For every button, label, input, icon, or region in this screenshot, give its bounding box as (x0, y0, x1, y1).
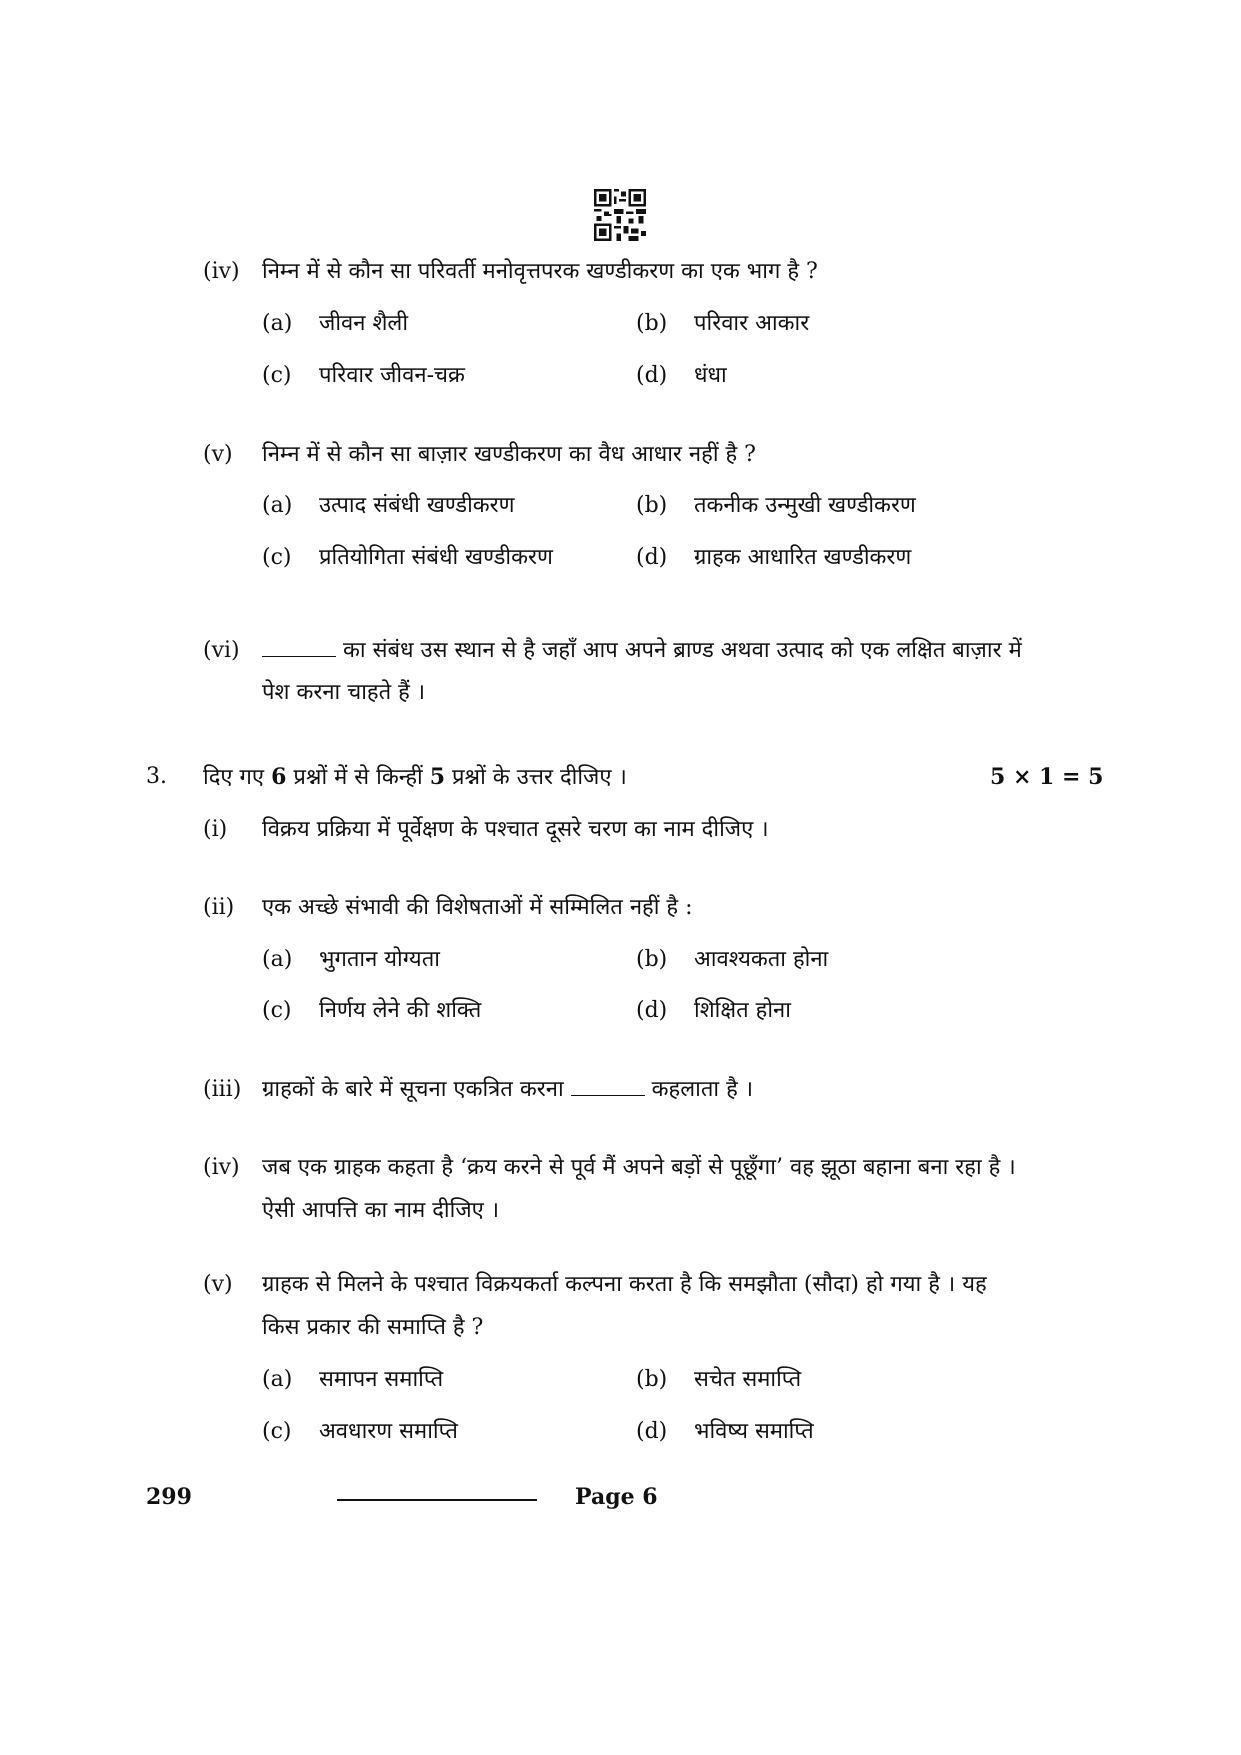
option-label: (c) (262, 1419, 292, 1444)
option-text: प्रतियोगिता संबंधी खण्डीकरण (319, 545, 553, 570)
option-text: ग्राहक आधारित खण्डीकरण (694, 545, 912, 570)
question-text: एक अच्छे संभावी की विशेषताओं में सम्मिलित नहीं है : (262, 895, 693, 920)
option-text: निर्णय लेने की शक्ति (319, 998, 482, 1023)
question-text-line (262, 1075, 753, 1105)
option-text: परिवार जीवन-चक्र (319, 363, 465, 388)
option-label: (b) (636, 311, 668, 336)
option-text: भविष्य समाप्ति (694, 1419, 814, 1444)
option-text: अवधारण समाप्ति (319, 1419, 458, 1444)
option-label: (c) (262, 363, 292, 388)
answer-blank (262, 638, 336, 657)
option-text: तकनीक उन्मुखी खण्डीकरण (694, 493, 916, 518)
option-text: परिवार आकार (694, 311, 810, 336)
option-label: (b) (636, 493, 668, 518)
question-text-line2: किस प्रकार की समाप्ति है ? (262, 1315, 484, 1340)
footer-divider (337, 1499, 537, 1501)
option-text: उत्पाद संबंधी खण्डीकरण (319, 493, 515, 518)
option-text: शिक्षित होना (694, 998, 791, 1023)
question-text: का संबंध उस स्थान से है जहाँ आप अपने ब्राण्ड अथवा उत्पाद को एक लक्षित बाज़ार में (343, 638, 1022, 663)
page-number: Page 6 (575, 1484, 658, 1510)
question-text: कहलाता है । (651, 1077, 754, 1102)
option-text: जीवन शैली (319, 311, 409, 336)
marks-allocation: 5 × 1 = 5 (990, 764, 1104, 790)
option-text: समापन समाप्ति (319, 1367, 444, 1392)
qr-code (594, 189, 646, 241)
option-label: (a) (262, 311, 293, 336)
question-text-line1 (262, 636, 1022, 666)
question-text: ग्राहकों के बारे में सूचना एकत्रित करना (262, 1077, 564, 1102)
option-label: (a) (262, 493, 293, 518)
option-text: भुगतान योग्यता (319, 947, 440, 972)
option-label: (b) (636, 1367, 668, 1392)
option-label: (d) (636, 998, 668, 1023)
option-label: (d) (636, 545, 668, 570)
question-text: निम्न में से कौन सा परिवर्ती मनोवृत्तपरक खण्डीकरण का एक भाग है ? (262, 259, 818, 284)
option-label: (b) (636, 947, 668, 972)
option-text: आवश्यकता होना (694, 947, 829, 972)
option-label: (d) (636, 1419, 668, 1444)
option-text: सचेत समाप्ति (694, 1367, 802, 1392)
question-number: (v) (203, 442, 233, 467)
question-number: (i) (203, 817, 228, 842)
option-label: (d) (636, 363, 668, 388)
option-label: (c) (262, 545, 292, 570)
question-text-line2: ऐसी आपत्ति का नाम दीजिए । (262, 1198, 500, 1223)
question-instructions: दिए गए 6 प्रश्नों में से किन्हीं 5 प्रश्नों के उत्तर दीजिए । (203, 764, 627, 790)
question-number: (v) (203, 1272, 233, 1297)
option-text: धंधा (694, 363, 727, 388)
question-number: (iii) (203, 1077, 242, 1102)
question-number: (iv) (203, 1155, 240, 1180)
question-number: (vi) (203, 638, 240, 663)
question-number: 3. (146, 764, 167, 789)
option-label: (a) (262, 1367, 293, 1392)
paper-code: 299 (146, 1484, 192, 1510)
option-label: (c) (262, 998, 292, 1023)
option-label: (a) (262, 947, 293, 972)
question-number: (ii) (203, 895, 235, 920)
question-text-line2: पेश करना चाहते हैं । (262, 680, 426, 705)
question-number: (iv) (203, 259, 240, 284)
answer-blank (571, 1077, 645, 1096)
question-text: निम्न में से कौन सा बाज़ार खण्डीकरण का वैध आधार नहीं है ? (262, 442, 756, 467)
question-text-line1: ग्राहक से मिलने के पश्चात विक्रयकर्ता कल्पना करता है कि समझौता (सौदा) हो गया है । यह (262, 1272, 987, 1297)
question-text-line1: जब एक ग्राहक कहता है ‘क्रय करने से पूर्व मैं अपने बड़ों से पूछूँगा’ वह झूठा बहाना बना रहा है । (262, 1155, 1016, 1180)
question-text: विक्रय प्रक्रिया में पूर्वेक्षण के पश्चात दूसरे चरण का नाम दीजिए । (262, 817, 769, 842)
